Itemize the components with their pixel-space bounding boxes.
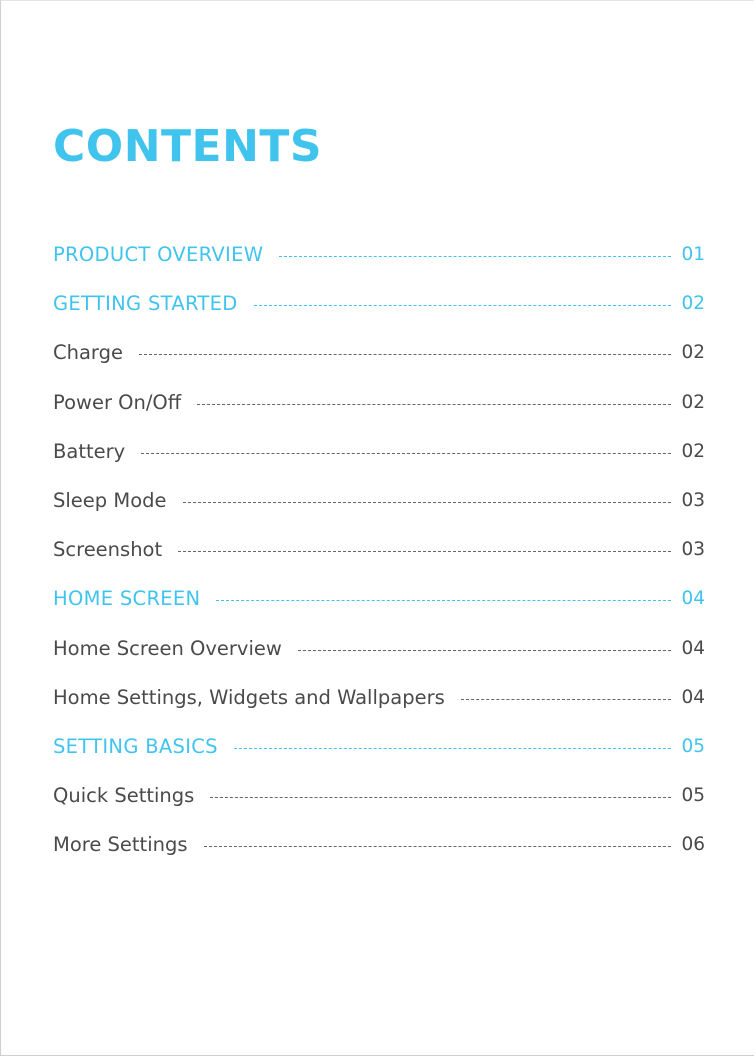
toc-page-number: 02 (681, 391, 705, 413)
toc-page-number: 01 (681, 244, 705, 266)
toc-entry[interactable] (53, 771, 705, 820)
toc-entry-label: Home Settings, Widgets and Wallpapers (53, 685, 445, 709)
toc-page-number: 05 (681, 735, 705, 757)
dotted-leader (279, 256, 671, 257)
toc-page-number: 06 (681, 834, 705, 856)
toc-entry-label: Home Screen Overview (53, 636, 282, 660)
toc-entry[interactable] (53, 476, 705, 525)
toc-entry-label: SETTING BASICS (53, 734, 218, 758)
toc-section-heading[interactable] (53, 230, 705, 279)
toc-entry[interactable] (53, 328, 705, 377)
toc-entry[interactable] (53, 378, 705, 427)
toc-entry[interactable] (53, 427, 705, 476)
table-of-contents (53, 230, 705, 869)
dotted-leader (234, 748, 672, 749)
dotted-leader (204, 846, 672, 847)
toc-page-number: 02 (681, 342, 705, 364)
dotted-leader (298, 650, 672, 651)
dotted-leader (197, 404, 671, 405)
toc-entry[interactable] (53, 820, 705, 869)
toc-entry-label: More Settings (53, 833, 188, 857)
toc-page-number: 05 (681, 785, 705, 807)
toc-section-heading[interactable] (53, 574, 705, 623)
dotted-leader (141, 453, 671, 454)
toc-entry[interactable] (53, 673, 705, 722)
toc-entry-label: GETTING STARTED (53, 292, 238, 316)
dotted-leader (178, 551, 671, 552)
toc-entry[interactable] (53, 624, 705, 673)
toc-entry-label: PRODUCT OVERVIEW (53, 243, 264, 267)
dotted-leader (210, 797, 671, 798)
page-title: CONTENTS (53, 121, 323, 172)
toc-page-number: 04 (681, 637, 705, 659)
toc-page-number: 03 (681, 539, 705, 561)
toc-section-heading[interactable] (53, 279, 705, 328)
toc-entry-label: Battery (53, 439, 126, 463)
dotted-leader (216, 600, 671, 601)
toc-entry-label: Charge (53, 341, 123, 365)
toc-entry-label: Screenshot (53, 538, 163, 562)
toc-section-heading[interactable] (53, 722, 705, 771)
toc-entry[interactable] (53, 525, 705, 574)
dotted-leader (461, 699, 672, 700)
toc-page-number: 04 (681, 686, 705, 708)
toc-page-number: 02 (681, 293, 705, 315)
toc-page-number: 04 (681, 588, 705, 610)
toc-entry-label: Quick Settings (53, 784, 195, 808)
dotted-leader (139, 354, 671, 355)
toc-entry-label: Power On/Off (53, 390, 182, 414)
toc-page-number: 03 (681, 490, 705, 512)
toc-entry-label: Sleep Mode (53, 489, 167, 513)
dotted-leader (183, 502, 672, 503)
toc-entry-label: HOME SCREEN (53, 587, 201, 611)
toc-page-number: 02 (681, 440, 705, 462)
dotted-leader (254, 305, 672, 306)
